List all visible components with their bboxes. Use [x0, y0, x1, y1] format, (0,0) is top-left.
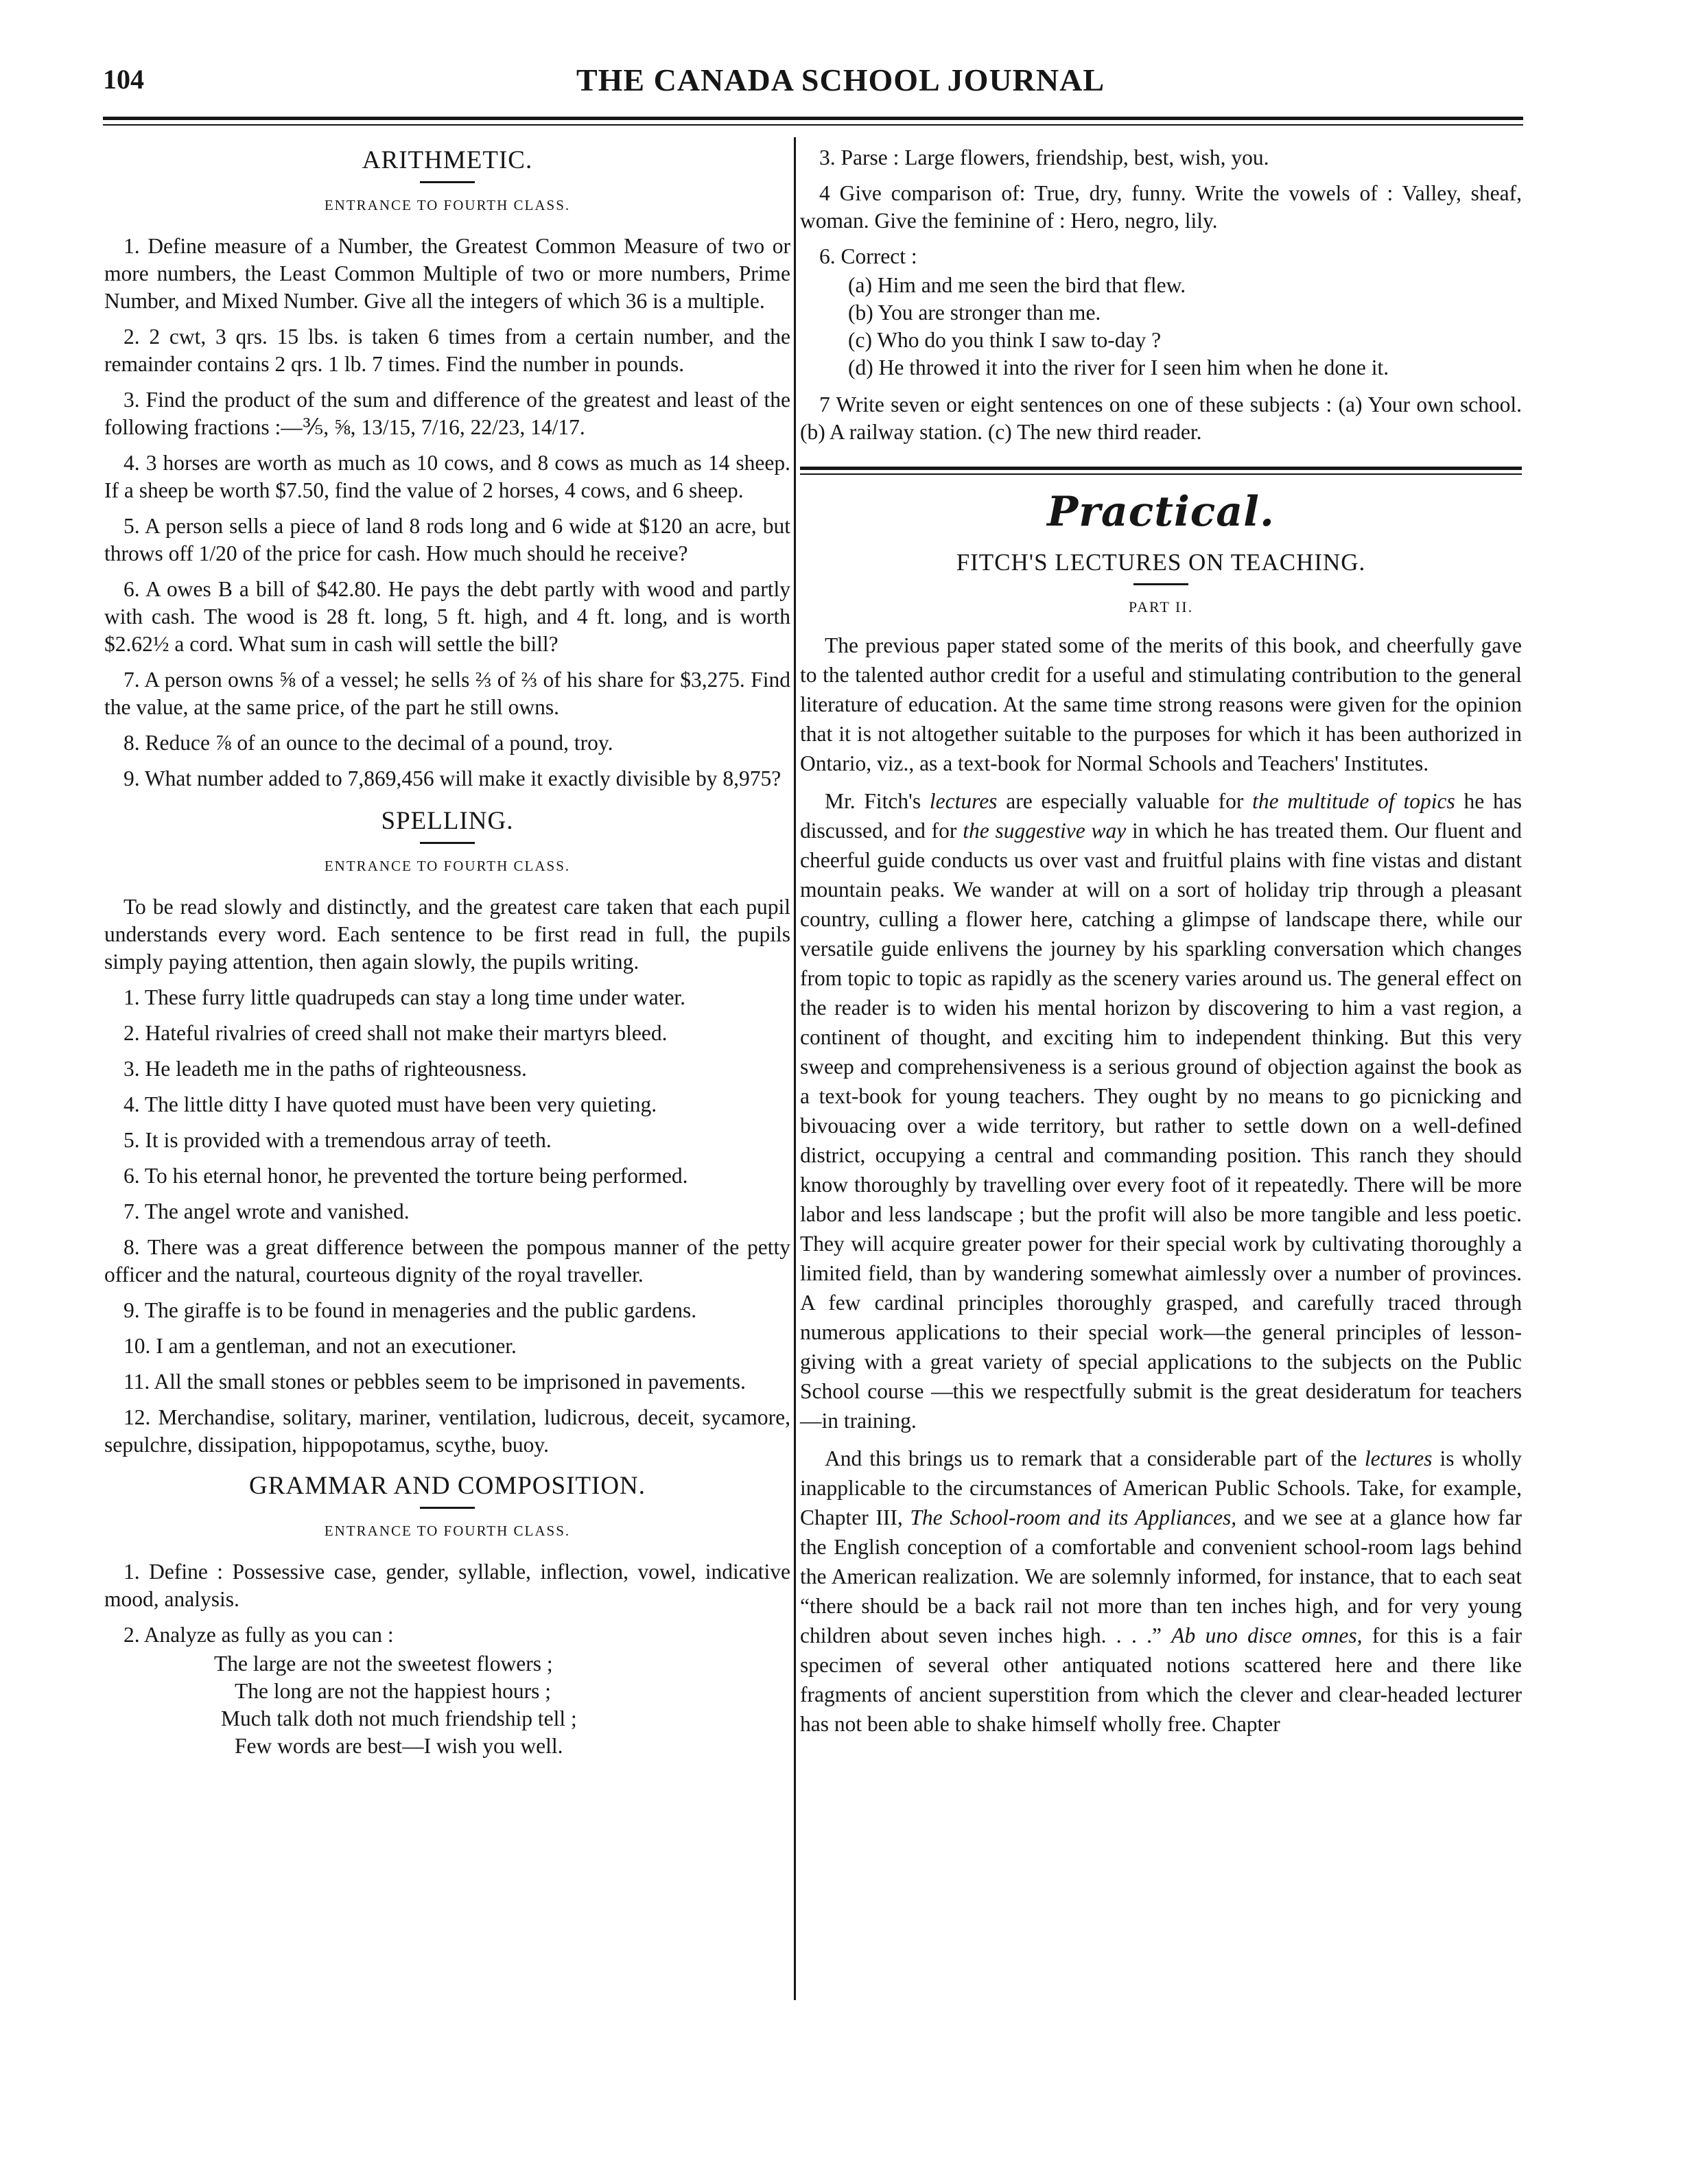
italic-run: the multitude of topics — [1252, 789, 1455, 813]
arithmetic-question: 1. Define measure of a Number, the Greatest Common Measure of two or more numbers, the Least Common Multiple of two or more numbers, Prime Number, and Mixed Number. Give all the integers of which 36 is a multiple. — [104, 234, 790, 313]
text-run: are especially valuable for — [1006, 789, 1244, 813]
spelling-sentence: 8. There was a great difference between the pompous manner of the petty officer and the natural, courteous dignity of the royal traveller. — [104, 1235, 790, 1287]
grammar-question-3: 3. Parse : Large flowers, friendship, best, wish, you. — [819, 145, 1269, 169]
text-run: he has discussed, and for — [800, 789, 1522, 843]
grammar-question-1: 1. Define : Possessive case, gender, syllable, inflection, vowel, indicative mood, analysis. — [104, 1560, 790, 1611]
correction-item: (d) He throwed it into the river for I seen him when he done it. — [848, 355, 1389, 379]
journal-title: THE CANADA SCHOOL JOURNAL — [576, 62, 1105, 97]
correction-item: (b) You are stronger than me. — [848, 301, 1101, 325]
poem-line: Much talk doth not much friendship tell ; — [221, 1706, 577, 1730]
arithmetic-question: 9. What number added to 7,869,456 will make it exactly divisible by 8,975? — [124, 766, 781, 790]
spelling-heading: SPELLING. — [381, 807, 514, 835]
correction-item: (c) Who do you think I saw to-day ? — [848, 328, 1162, 352]
part-heading: PART II. — [1128, 598, 1194, 615]
spelling-sentence: 7. The angel wrote and vanished. — [124, 1199, 410, 1223]
column-divider — [794, 137, 796, 2000]
header-rule-top — [103, 117, 1523, 120]
header-rule-bottom — [103, 124, 1523, 126]
spelling-sentence: 6. To his eternal honor, he prevented the torture being performed. — [124, 1164, 688, 1188]
poem-line: The large are not the sweetest flowers ; — [214, 1652, 553, 1676]
text-run: is wholly inapplicable to the circumstances of American Public Schools. Take, for example, Chapter III, — [800, 1446, 1522, 1529]
text-run: Mr. Fitch's — [825, 789, 921, 813]
arithmetic-subheading: ENTRANCE TO FOURTH CLASS. — [324, 197, 571, 213]
text-run: for this is a fair specimen of several other antiquated notions scattered here and there like fragments of ancient superstition from which the clever and clear-headed lecturer has not been able to shake himself wholly free. Chapter — [800, 1623, 1523, 1736]
article-paragraph — [800, 786, 1522, 1435]
grammar-question-6: 6. Correct : — [819, 244, 917, 268]
spelling-sentence: 9. The giraffe is to be found in menageries and the public gardens. — [124, 1298, 697, 1322]
article-paragraph — [800, 1444, 1522, 1739]
text-run: And this brings us to remark that a considerable part of the — [825, 1446, 1357, 1470]
grammar-heading: GRAMMAR AND COMPOSITION. — [248, 1472, 646, 1500]
arithmetic-question: 6. A owes B a bill of $42.80. He pays the debt partly with wood and partly with cash. The wood is 28 ft. long, 5 ft. high, and 4 ft. long, and is worth $2.62½ a cord. What sum in cash will settle the bill? — [104, 577, 790, 656]
spelling-sentence: 12. Merchandise, solitary, mariner, ventilation, ludicrous, deceit, sycamore, sepulchre, dissipation, hippopotamus, scythe, buoy. — [104, 1405, 790, 1457]
text-run: and we see at a glance how far the English conception of a comfortable and convenient school-room lags behind the American realization. We are solemnly informed, for instance, that to each seat “there should be a back rail not more than ten inches high, and for very young children about seven inches high. . . .” — [800, 1505, 1523, 1647]
right-column — [800, 144, 1522, 1747]
spelling-subheading: ENTRANCE TO FOURTH CLASS. — [324, 858, 571, 874]
arithmetic-question: 4. 3 horses are worth as much as 10 cows, and 8 cows as much as 14 sheep. If a sheep be worth $7.50, find the value of 2 horses, 4 cows, and 6 sheep. — [104, 451, 790, 502]
italic-run: the suggestive way — [963, 819, 1127, 843]
article-title: FITCH'S LECTURES ON TEACHING. — [956, 549, 1366, 576]
page-number: 104 — [103, 64, 144, 95]
spelling-sentence: 1. These furry little quadrupeds can stay a long time under water. — [124, 985, 686, 1009]
arithmetic-question: 2. 2 cwt, 3 qrs. 15 lbs. is taken 6 times from a certain number, and the remainder contains 2 qrs. 1 lb. 7 times. Find the number in pounds. — [104, 325, 790, 376]
practical-heading: Practical. — [1047, 488, 1275, 536]
spelling-intro: To be read slowly and distinctly, and the greatest care taken that each pupil understands every word. Each sentence to be first read in full, the pupils simply paying attention, then again slowly, the pupils writing. — [104, 895, 790, 974]
italic-run: The School-room and its Appliances, — [910, 1505, 1237, 1529]
italic-run: lectures — [929, 789, 998, 813]
section-rule — [420, 842, 475, 844]
arithmetic-heading: ARITHMETIC. — [362, 146, 533, 174]
spelling-sentence: 4. The little ditty I have quoted must have been very quieting. — [124, 1092, 657, 1116]
spelling-sentence: 2. Hateful rivalries of creed shall not make their martyrs bleed. — [124, 1021, 668, 1045]
section-rule — [420, 181, 475, 183]
left-column — [104, 144, 790, 1760]
section-divider — [800, 467, 1522, 475]
arithmetic-question: 8. Reduce ⅞ of an ounce to the decimal of a pound, troy. — [124, 731, 613, 755]
grammar-question-7: 7 Write seven or eight sentences on one of these subjects : (a) Your own school. (b) A railway station. (c) The new third reader. — [800, 392, 1522, 444]
poem-line: The long are not the happiest hours ; — [235, 1679, 552, 1703]
grammar-question-4: 4 Give comparison of: True, dry, funny. Write the vowels of : Valley, sheaf, woman. Give the feminine of : Hero, negro, lily. — [800, 181, 1522, 233]
italic-run: Ab uno disce omnes, — [1171, 1623, 1363, 1647]
section-rule — [420, 1507, 475, 1509]
grammar-question-2: 2. Analyze as fully as you can : — [124, 1623, 394, 1647]
correction-list — [848, 272, 1522, 381]
text-run: in which he has treated them. Our fluent and cheerful guide conducts us over vast and fruitful plains with fine vistas and distant mountain peaks. We wander at will on a sort of holiday trip through a pleasant country, culling a flower here, catching a glimpse of landscape there, while our versatile guide enlivens the journey by his sparkling conversation which changes from topic to topic as rapidly as the scenery varies around us. The general effect on the reader is to widen his mental horizon by discovering to him a vast region, a continent of thought, and exciting him to independent thinking. But this very sweep and comprehensiveness is a serious ground of objection against the book as a text-book for young teachers. They ought by no means to go picnicking and bivouacing over a wide territory, but rather to settle down on a well-defined district, occupying a central and commanding position. This ranch they should know thoroughly by travelling over every foot of it repeatedly. There will be more labor and less landscape ; but the profit will also be more tangible and less poetic. They will acquire greater power for their special work by cultivating thoroughly a limited field, than by wandering somewhat aimlessly over a number of provinces. A few cardinal principles thoroughly grasped, and carefully traced through numerous applications to their special work—the general principles of lesson-giving with a great variety of special applications to the subjects on the Public School course —this we respectfully submit is the great desideratum for teachers —in training. — [800, 819, 1523, 1433]
spelling-sentence: 3. He leadeth me in the paths of righteousness. — [124, 1057, 527, 1081]
spelling-sentence: 5. It is provided with a tremendous array of teeth. — [124, 1128, 552, 1152]
arithmetic-question: 5. A person sells a piece of land 8 rods long and 6 wide at $120 an acre, but throws off 1/20 of the price for cash. How much should he receive? — [104, 514, 790, 565]
italic-run: lectures — [1364, 1446, 1433, 1470]
spelling-sentence: 11. All the small stones or pebbles seem to be imprisoned in pavements. — [124, 1370, 746, 1394]
arithmetic-question: 3. Find the product of the sum and difference of the greatest and least of the following fractions :—⅗, ⅝, 13/15, 7/16, 22/23, 14/17. — [104, 388, 790, 439]
article-paragraph: The previous paper stated some of the merits of this book, and cheerfully gave to the talented author credit for a useful and stimulating contribution to the general literature of education. At the same time strong reasons were given for the opinion that it is not altogether suitable to the purposes for which it has been authorized in Ontario, viz., as a text-book for Normal Schools and Teachers' Institutes. — [800, 633, 1522, 775]
poem — [214, 1650, 790, 1760]
grammar-subheading: ENTRANCE TO FOURTH CLASS. — [324, 1523, 571, 1539]
arithmetic-question: 7. A person owns ⅝ of a vessel; he sells ⅔ of ⅔ of his share for $3,275. Find the value, at the same price, of the part he still owns. — [104, 668, 790, 719]
section-rule — [1133, 583, 1188, 585]
poem-line: Few words are best—I wish you well. — [235, 1734, 563, 1758]
spelling-sentence: 10. I am a gentleman, and not an executioner. — [124, 1334, 517, 1358]
correction-item: (a) Him and me seen the bird that flew. — [848, 273, 1186, 297]
